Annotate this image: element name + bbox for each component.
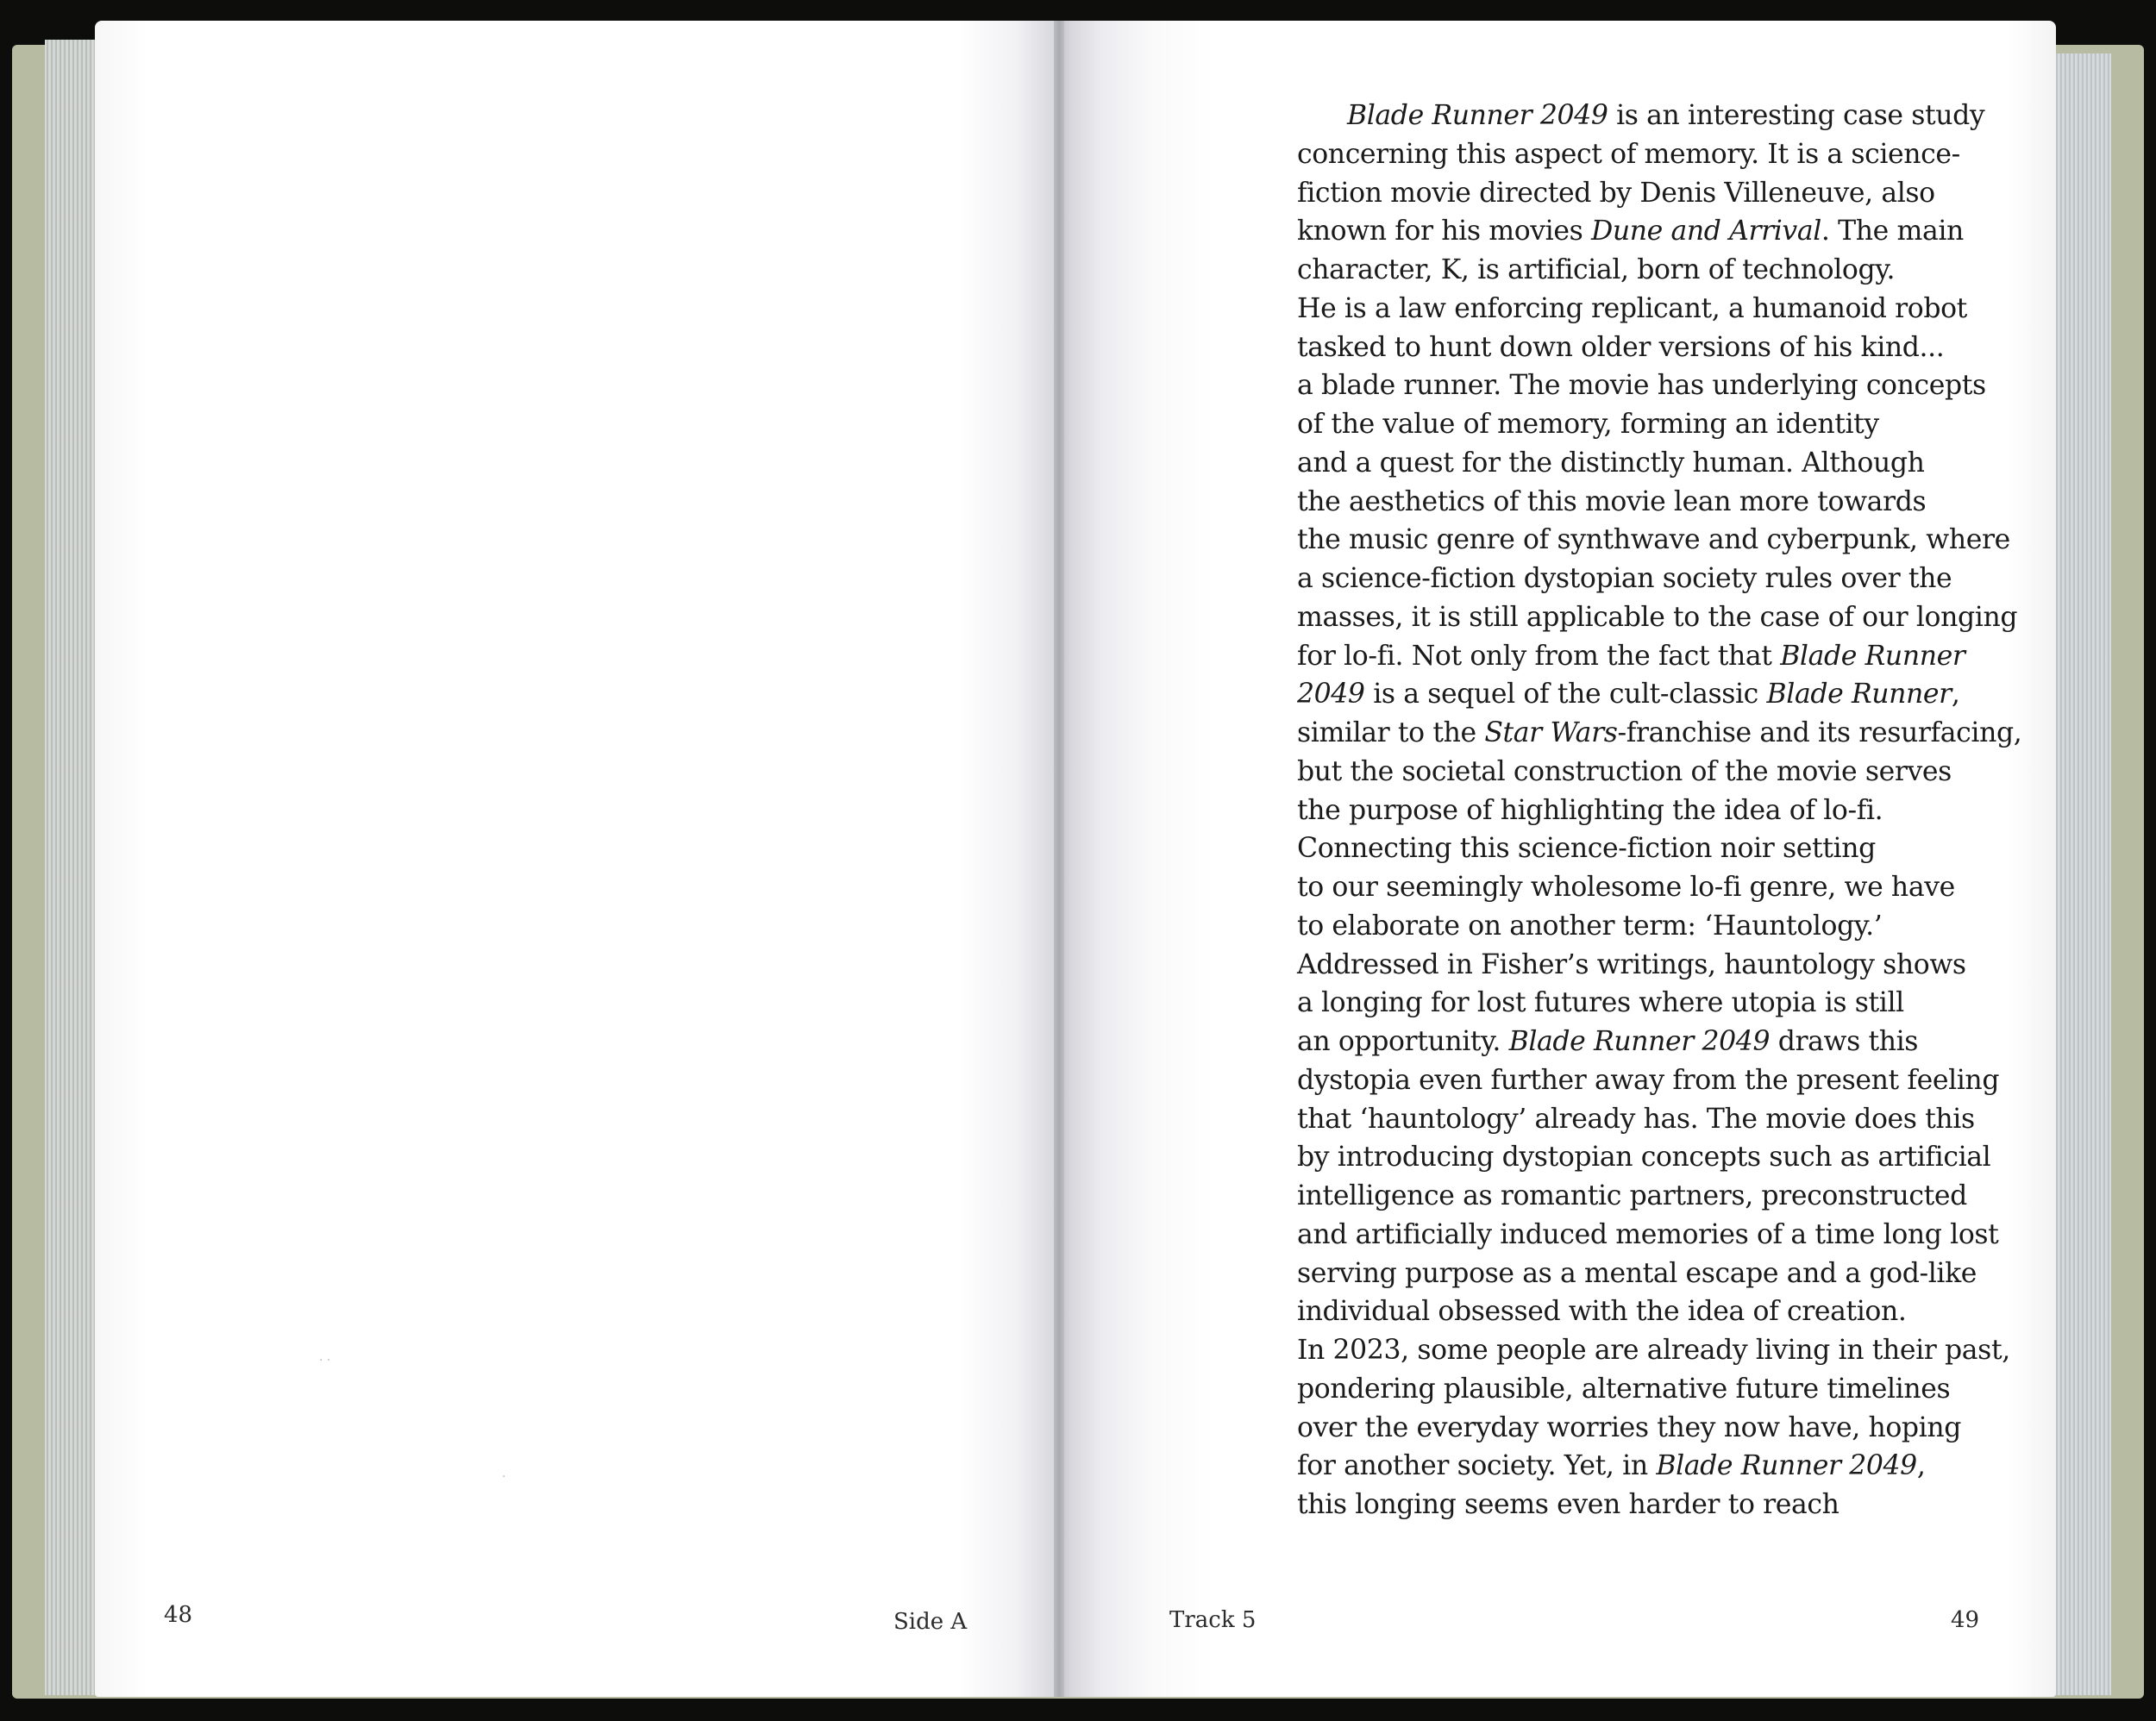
text-run: , bbox=[1951, 679, 1960, 710]
text-run: tasked to hunt down older versions of his kind... bbox=[1297, 331, 1945, 363]
text-line bbox=[1297, 405, 2004, 444]
text-run: that ‘hauntology’ already has. The movie does this bbox=[1297, 1103, 1975, 1135]
text-run: of the value of memory, forming an identity bbox=[1297, 409, 1879, 440]
text-run: masses, it is still applicable to the case of our longing bbox=[1297, 601, 2018, 633]
italic-title-run: Dune and Arrival bbox=[1590, 216, 1821, 247]
text-line bbox=[1297, 560, 2004, 598]
text-line bbox=[1297, 174, 2004, 213]
text-line bbox=[1297, 868, 2004, 907]
text-line bbox=[1297, 946, 2004, 985]
text-run: He is a law enforcing replicant, a humanoid robot bbox=[1297, 292, 1967, 324]
italic-title-run: Blade Runner 2049 bbox=[1508, 1026, 1771, 1057]
text-line bbox=[1297, 1486, 2004, 1524]
text-run: a longing for lost futures where utopia is still bbox=[1297, 987, 1904, 1019]
text-line bbox=[1297, 598, 2018, 637]
text-line bbox=[1297, 675, 2004, 714]
text-line bbox=[1297, 714, 2022, 753]
text-run: , bbox=[1916, 1450, 1926, 1482]
italic-title-run: Star Wars bbox=[1484, 717, 1618, 748]
text-run: over the everyday worries they now have, hoping bbox=[1297, 1411, 1961, 1443]
text-run: a blade runner. The movie has underlying concepts bbox=[1297, 370, 1986, 402]
text-line bbox=[1297, 1409, 2004, 1448]
text-line bbox=[1297, 829, 2004, 868]
left-page bbox=[95, 21, 1061, 1697]
text-run: a science-fiction dystopian society rules over the bbox=[1297, 563, 1952, 594]
text-line bbox=[1297, 1255, 2004, 1293]
text-run: to our seemingly wholesome lo-fi genre, we have bbox=[1297, 872, 1955, 903]
italic-title-run: Blade Runner 2049 bbox=[1656, 1450, 1917, 1482]
text-run: by introducing dystopian concepts such as artificial bbox=[1297, 1142, 1991, 1173]
italic-title-run: Blade Runner 2049 bbox=[1347, 100, 1608, 131]
text-line bbox=[1297, 290, 2004, 329]
text-run: and a quest for the distinctly human. Although bbox=[1297, 447, 1925, 479]
text-run: individual obsessed with the idea of creation. bbox=[1297, 1296, 1907, 1328]
text-line bbox=[1297, 984, 2004, 1023]
text-line bbox=[1297, 1100, 2004, 1139]
text-line bbox=[1297, 135, 2004, 174]
text-run: draws this bbox=[1770, 1026, 1919, 1057]
paper-speck: · · bbox=[319, 1354, 331, 1367]
text-run: fiction movie directed by Denis Villeneuve, also bbox=[1297, 177, 1935, 209]
text-run: In 2023, some people are already living in their past, bbox=[1297, 1335, 2010, 1366]
text-line bbox=[1297, 1331, 2010, 1370]
text-line bbox=[1297, 1177, 2004, 1216]
italic-title-run: Blade Runner bbox=[1780, 640, 1965, 672]
text-run: an opportunity. bbox=[1297, 1026, 1509, 1057]
text-line bbox=[1297, 792, 2004, 830]
text-line bbox=[1297, 483, 2004, 522]
text-run: known for his movies bbox=[1297, 216, 1591, 247]
text-line bbox=[1297, 212, 2004, 251]
text-line bbox=[1297, 1216, 2004, 1255]
text-run: dystopia even further away from the present feeling bbox=[1297, 1064, 2000, 1096]
text-run: -franchise and its resurfacing, bbox=[1617, 717, 2022, 748]
text-run: but the societal construction of the movie serves bbox=[1297, 755, 1952, 787]
italic-title-run: 2049 bbox=[1297, 679, 1365, 710]
text-line bbox=[1297, 1138, 2004, 1177]
text-run: Connecting this science-fiction noir setting bbox=[1297, 833, 1876, 865]
text-run: Addressed in Fisher’s writings, hauntology shows bbox=[1297, 948, 1966, 980]
text-line bbox=[1297, 637, 2004, 676]
text-line bbox=[1297, 366, 2004, 405]
text-run: to elaborate on another term: ‘Hauntology.’ bbox=[1297, 910, 1883, 942]
text-line bbox=[1297, 753, 2004, 792]
text-run: character, K, is artificial, born of technology. bbox=[1297, 254, 1896, 285]
text-line bbox=[1297, 1023, 2004, 1061]
text-line bbox=[1297, 1370, 2004, 1409]
text-run: for another society. Yet, in bbox=[1297, 1450, 1657, 1482]
text-run: the music genre of synthwave and cyberpunk, where bbox=[1297, 524, 2010, 556]
text-run: similar to the bbox=[1297, 717, 1485, 748]
text-run: and artificially induced memories of a time long lost bbox=[1297, 1218, 1999, 1250]
text-run: is a sequel of the cult-classic bbox=[1364, 679, 1767, 710]
text-line bbox=[1297, 444, 2004, 483]
book-gutter bbox=[1054, 21, 1064, 1697]
left-page-number: 48 bbox=[164, 1602, 193, 1628]
text-line bbox=[1297, 251, 2004, 290]
paper-speck: · bbox=[502, 1470, 506, 1484]
text-line bbox=[1297, 97, 2004, 135]
italic-title-run: Blade Runner bbox=[1766, 679, 1952, 710]
text-line bbox=[1297, 1292, 2004, 1331]
text-run: the purpose of highlighting the idea of lo-fi. bbox=[1297, 794, 1883, 826]
text-run: intelligence as romantic partners, preconstructed bbox=[1297, 1180, 1967, 1211]
left-running-footer: Side A bbox=[893, 1609, 968, 1635]
text-line bbox=[1297, 1061, 2004, 1100]
text-line bbox=[1297, 907, 2004, 946]
body-text bbox=[1297, 97, 2022, 1524]
text-run: . The main bbox=[1821, 216, 1964, 247]
right-running-footer: Track 5 bbox=[1169, 1607, 1257, 1633]
text-run: this longing seems even harder to reach bbox=[1297, 1489, 1839, 1520]
text-run: is an interesting case study bbox=[1608, 100, 1985, 131]
text-run: the aesthetics of this movie lean more towards bbox=[1297, 485, 1927, 517]
text-line bbox=[1297, 521, 2010, 560]
text-run: for lo-fi. Not only from the fact that bbox=[1297, 640, 1781, 672]
right-page-number: 49 bbox=[1951, 1607, 1980, 1633]
text-run: serving purpose as a mental escape and a god-like bbox=[1297, 1257, 1977, 1289]
text-line bbox=[1297, 329, 2004, 367]
text-run: pondering plausible, alternative future timelines bbox=[1297, 1373, 1951, 1405]
text-run: concerning this aspect of memory. It is a science- bbox=[1297, 138, 1960, 170]
text-line bbox=[1297, 1447, 2004, 1486]
